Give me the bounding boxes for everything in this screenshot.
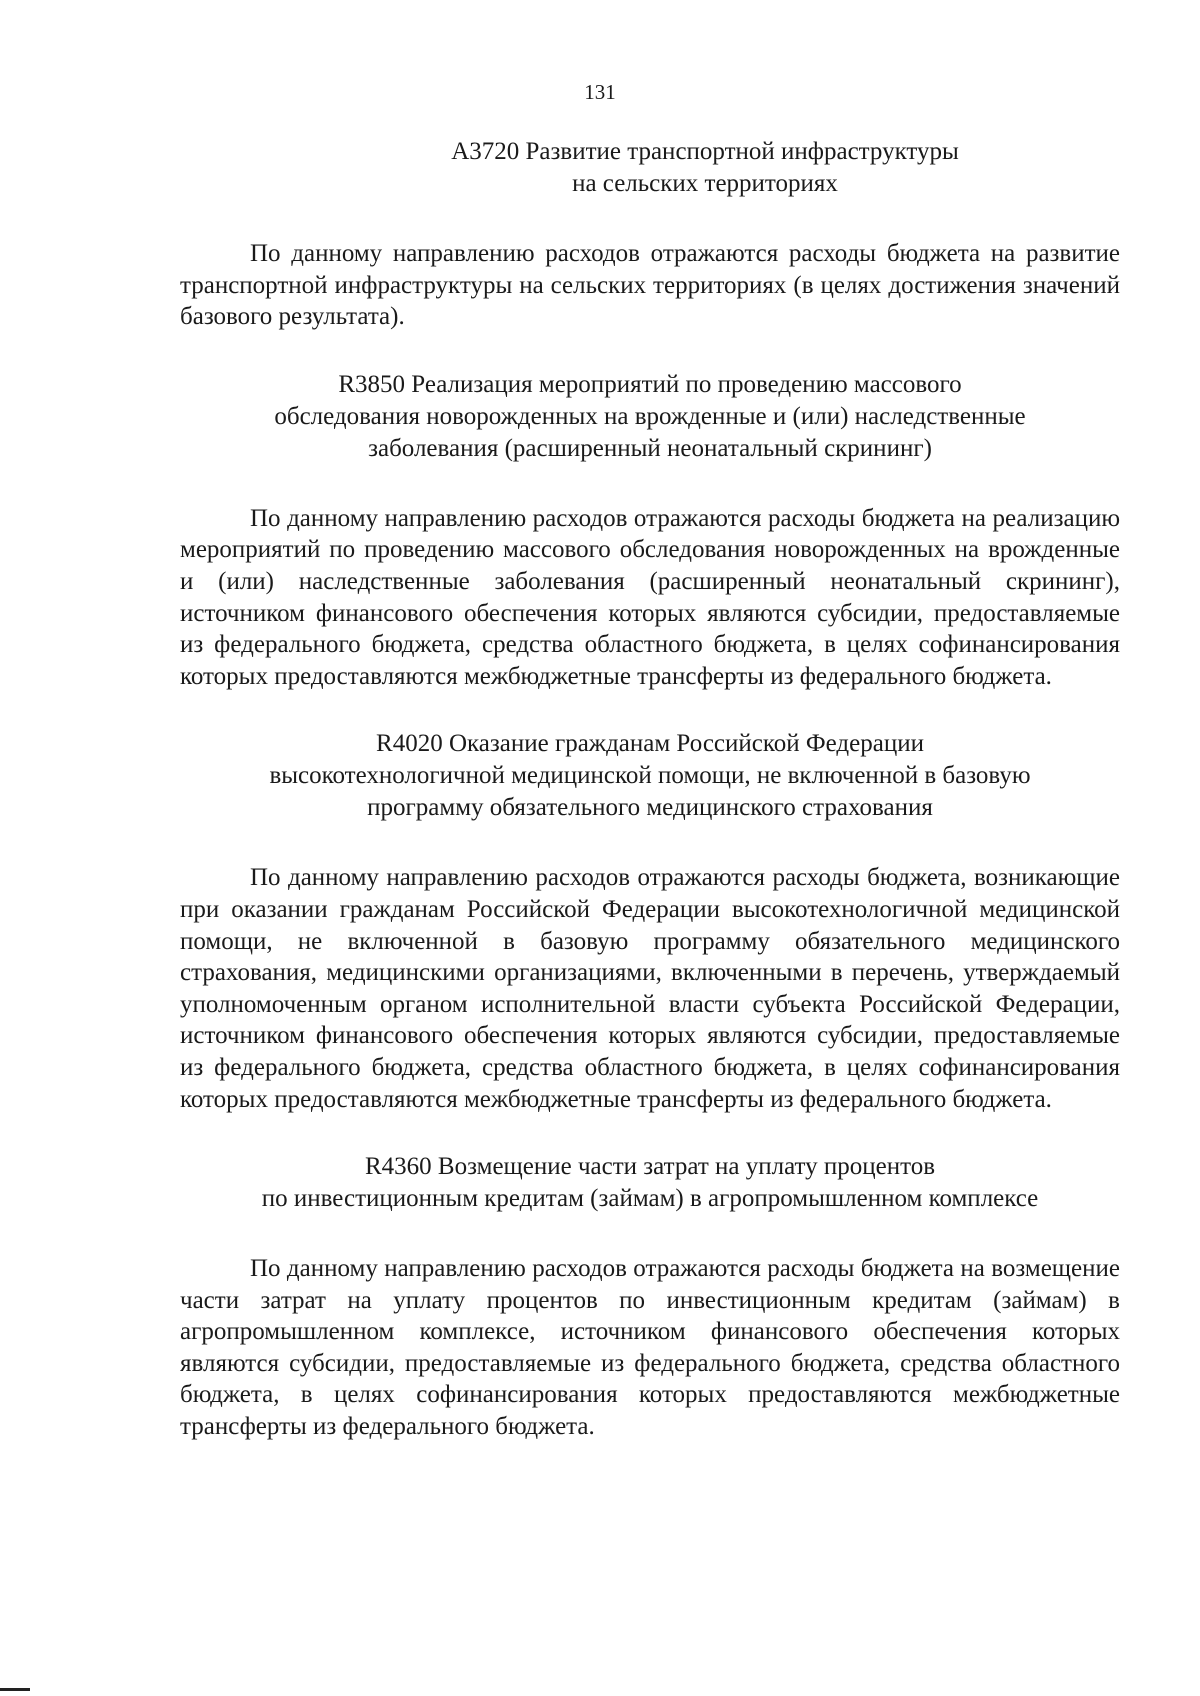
section-title-line: R3850 Реализация мероприятий по проведению массового	[338, 370, 962, 398]
section-paragraph: По данному направлению расходов отражаются расходы бюджета, возникающие при оказании гражданам Российской Федерации высокотехнологичной медицинской помощи, не включенной в базовую программу обязательного медицинского страхования, медицинскими организациями, включенными в перечень, утверждаемый уполномоченным органом исполнительной власти субъекта Российской Федерации, источником финансового обеспечения которых являются субсидии, предоставляемые из федерального бюджета, средства областного бюджета, в целях софинансирования которых предоставляются межбюджетные трансферты из федерального бюджета.	[180, 864, 1120, 1113]
section-title-line: заболевания (расширенный неонатальный скрининг)	[368, 434, 932, 462]
section-r3850	[180, 369, 1120, 693]
section-title-line: R4020 Оказание гражданам Российской Федерации	[376, 730, 924, 758]
section-title-line: высокотехнологичной медицинской помощи, не включенной в базовую	[269, 762, 1031, 790]
section-title-line: по инвестиционным кредитам (займам) в агропромышленном комплексе	[261, 1185, 1039, 1213]
section-title-line: R4360 Возмещение части затрат на уплату процентов	[365, 1153, 935, 1181]
section-title-line: обследования новорожденных на врожденные и (или) наследственные	[274, 402, 1026, 430]
section-title-line: на сельских территориях	[572, 170, 838, 197]
section-title	[180, 1151, 1120, 1215]
document-body	[180, 136, 1120, 1443]
section-title	[180, 728, 1120, 824]
section-a3720	[180, 136, 1120, 333]
section-r4360	[180, 1151, 1120, 1443]
section-paragraph: По данному направлению расходов отражаются расходы бюджета на возмещение части затрат на уплату процентов по инвестиционным кредитам (займам) в агропромышленном комплексе, источником финансового обеспечения которых являются субсидии, предоставляемые из федерального бюджета, средства областного бюджета, в целях софинансирования которых предоставляются межбюджетные трансферты из федерального бюджета.	[180, 1255, 1120, 1441]
section-paragraph: По данному направлению расходов отражаются расходы бюджета на реализацию мероприятий по проведению массового обследования новорожденных на врожденные и (или) наследственные заболевания (расширенный неонатальный скрининг), источником финансового обеспечения которых являются субсидии, предоставляемые из федерального бюджета, средства областного бюджета, в целях софинансирования которых предоставляются межбюджетные трансферты из федерального бюджета.	[180, 504, 1120, 690]
section-title-line: А3720 Развитие транспортной инфраструктуры	[451, 138, 959, 165]
section-title-line: программу обязательного медицинского страхования	[367, 794, 933, 822]
scan-edge-mark	[0, 1688, 30, 1691]
section-paragraph: По данному направлению расходов отражаются расходы бюджета на развитие транспортной инфраструктуры на сельских территориях (в целях достижения значений базового результата).	[180, 240, 1120, 331]
section-title	[180, 369, 1120, 465]
section-r4020	[180, 728, 1120, 1115]
section-title	[180, 136, 1120, 200]
page-number: 131	[584, 80, 616, 104]
